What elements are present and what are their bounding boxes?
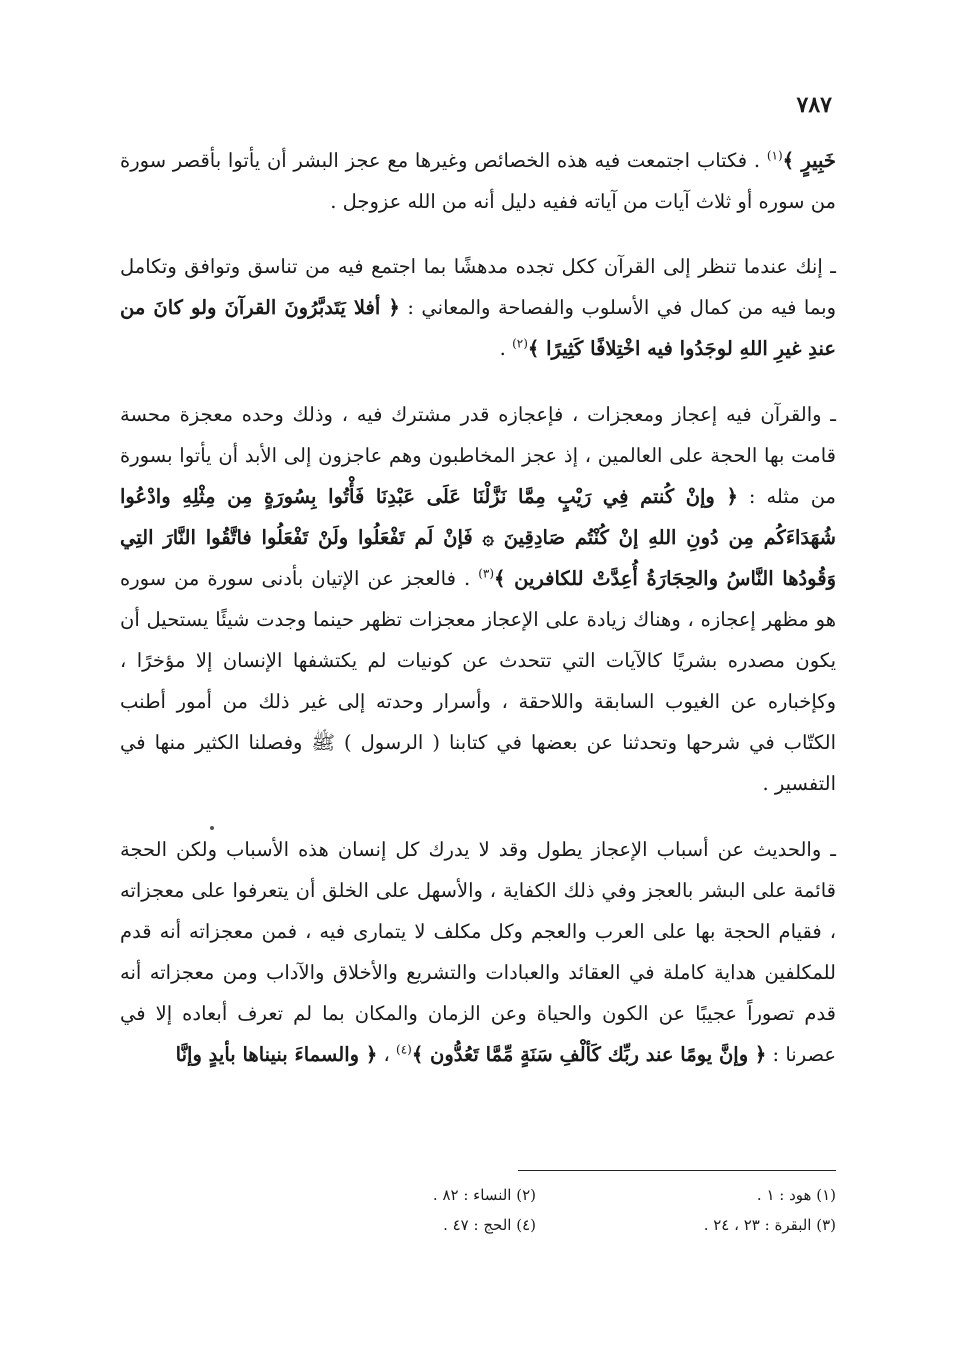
paragraph-text: ـ والقرآن فيه إعجاز ومعجزات ، فإعجازه قدر مشترك فيه ، وذلك وحده معجزة محسة قامت بها الحجة على العالمين ، إذ عجز المخاطبون وهم عاجزون إلى الأبد أن يأتوا بسورة من مثله : <box>120 403 836 508</box>
paragraph-2 <box>120 246 836 369</box>
footnote-ref-4: (٤) <box>396 1042 412 1057</box>
quran-quote: ﴿ أفلا يَتَدبَّرُونَ القرآنَ ولو كانَ من عندِ غيرِ اللهِ لوجَدُوا فيه اخْتِلافًا كَثِيرًا ﴾ <box>120 296 836 360</box>
paragraph-text: . فالعجز عن الإتيان بأدنى سورة من سوره هو مظهر إعجازه ، وهناك زيادة على الإعجاز معجزات تظهر حينما وجدت شيئًا يستحيل أن يكون مصدره بشريًا كالآيات التي تتحدث عن كونيات لم يكتشفها الإنسان إلا مؤخرًا ، وكإخباره عن الغيوب السابقة واللاحقة ، وأسرار وحدته إلى غير ذلك من أمور أطنب الكتّاب في شرحها وتحدثنا عن بعضها في كتابنا ( الرسول ) ﷺ وفصلنا الكثير منها في التفسير . <box>120 567 836 795</box>
quran-quote: ﴿ وإنَّ يومًا عند ربِّك كَألْفِ سَنَةٍ مِّمَّا تَعُدُّون ﴾ <box>411 1043 767 1066</box>
quran-quote: ﴿ وإنْ كُنتم فِي رَيْبٍ مِمَّا نَزَّلْنَا عَلَى عَبْدِنَا فَأْتُوا بِسُورَةٍ مِن مِثْلِهِ وادْعُوا شُهَدَاءَكُم مِن دُونِ اللهِ إنْ كُنْتُم صَادِقِينَ ۞ فَإنْ لَم تَفْعَلُوا ولَنْ تَفْعَلُوا فاتَّقُوا النَّارَ التِي وَقُودُها النَّاسُ والحِجَارَةُ أُعِدَّتْ للكافرين ﴾ <box>120 485 836 590</box>
paragraph-text: ـ والحديث عن أسباب الإعجاز يطول وقد لا يدرك كل إنسان هذه الأسباب ولكن الحجة قائمة على البشر بالعجز وفي ذلك الكفاية ، والأسهل على الخلق أن يتعرفوا على معجزاته ، فقيام الحجة بها على العرب والعجم وكل مكلف لا يتمارى فيه ، فمن معجزاته أنه قدم للمكلفين هداية كاملة في العقائد والعبادات والتشريع والأخلاق والآداب ومن معجزاته أنه قدم تصوراً عجيبًا عن الكون والحياة وعن الزمان والمكان بما لم تعرف أبعاده إلا في عصرنا : <box>120 838 836 1066</box>
quran-quote: ﴿ والسماءَ بنيناها بأيدٍ وإنَّا <box>175 1043 378 1066</box>
footnote-ref-1: (١) <box>766 148 783 163</box>
footnote-divider <box>518 1170 836 1171</box>
footnote-ref-3: (٣) <box>478 566 495 581</box>
paragraph-text: ، <box>377 1043 396 1066</box>
page-number: ٧٨٧ <box>796 92 832 118</box>
footnote-row <box>236 1180 836 1210</box>
paragraph-text: . فكتاب اجتمعت فيه هذه الخصائص وغيرها مع عجز البشر أن يأتوا بأقصر سورة من سوره أو ثلاث آيات من آياته ففيه دليل أنه من الله عزوجل . <box>120 149 836 213</box>
paragraph-1 <box>120 140 836 222</box>
paragraph-3 <box>120 394 836 804</box>
paragraph-text: ـ إنك عندما تنظر إلى القرآن ككل تجده مدهشًا بما اجتمع فيه من تناسق وتوافق وتكامل وبما فيه من كمال في الأسلوب والفصاحة والمعاني : <box>120 255 836 319</box>
footnote-1: (١) هود : ١ . <box>756 1186 836 1204</box>
paragraph-4 <box>120 829 836 1075</box>
quote-fragment: خَبِيرٍ ﴾ <box>782 149 836 172</box>
footnote-2: (٢) النساء : ٨٢ . <box>432 1186 536 1204</box>
speck-mark <box>210 826 214 830</box>
footnote-ref-2: (٢) <box>512 336 528 351</box>
footnote-3: (٣) البقرة : ٢٣ ، ٢٤ . <box>703 1216 836 1234</box>
paragraph-text: . <box>499 337 513 360</box>
body-text <box>120 140 836 1100</box>
footnote-row <box>236 1210 836 1240</box>
footnote-4: (٤) الحج : ٤٧ . <box>443 1216 536 1234</box>
footnotes <box>236 1180 836 1240</box>
